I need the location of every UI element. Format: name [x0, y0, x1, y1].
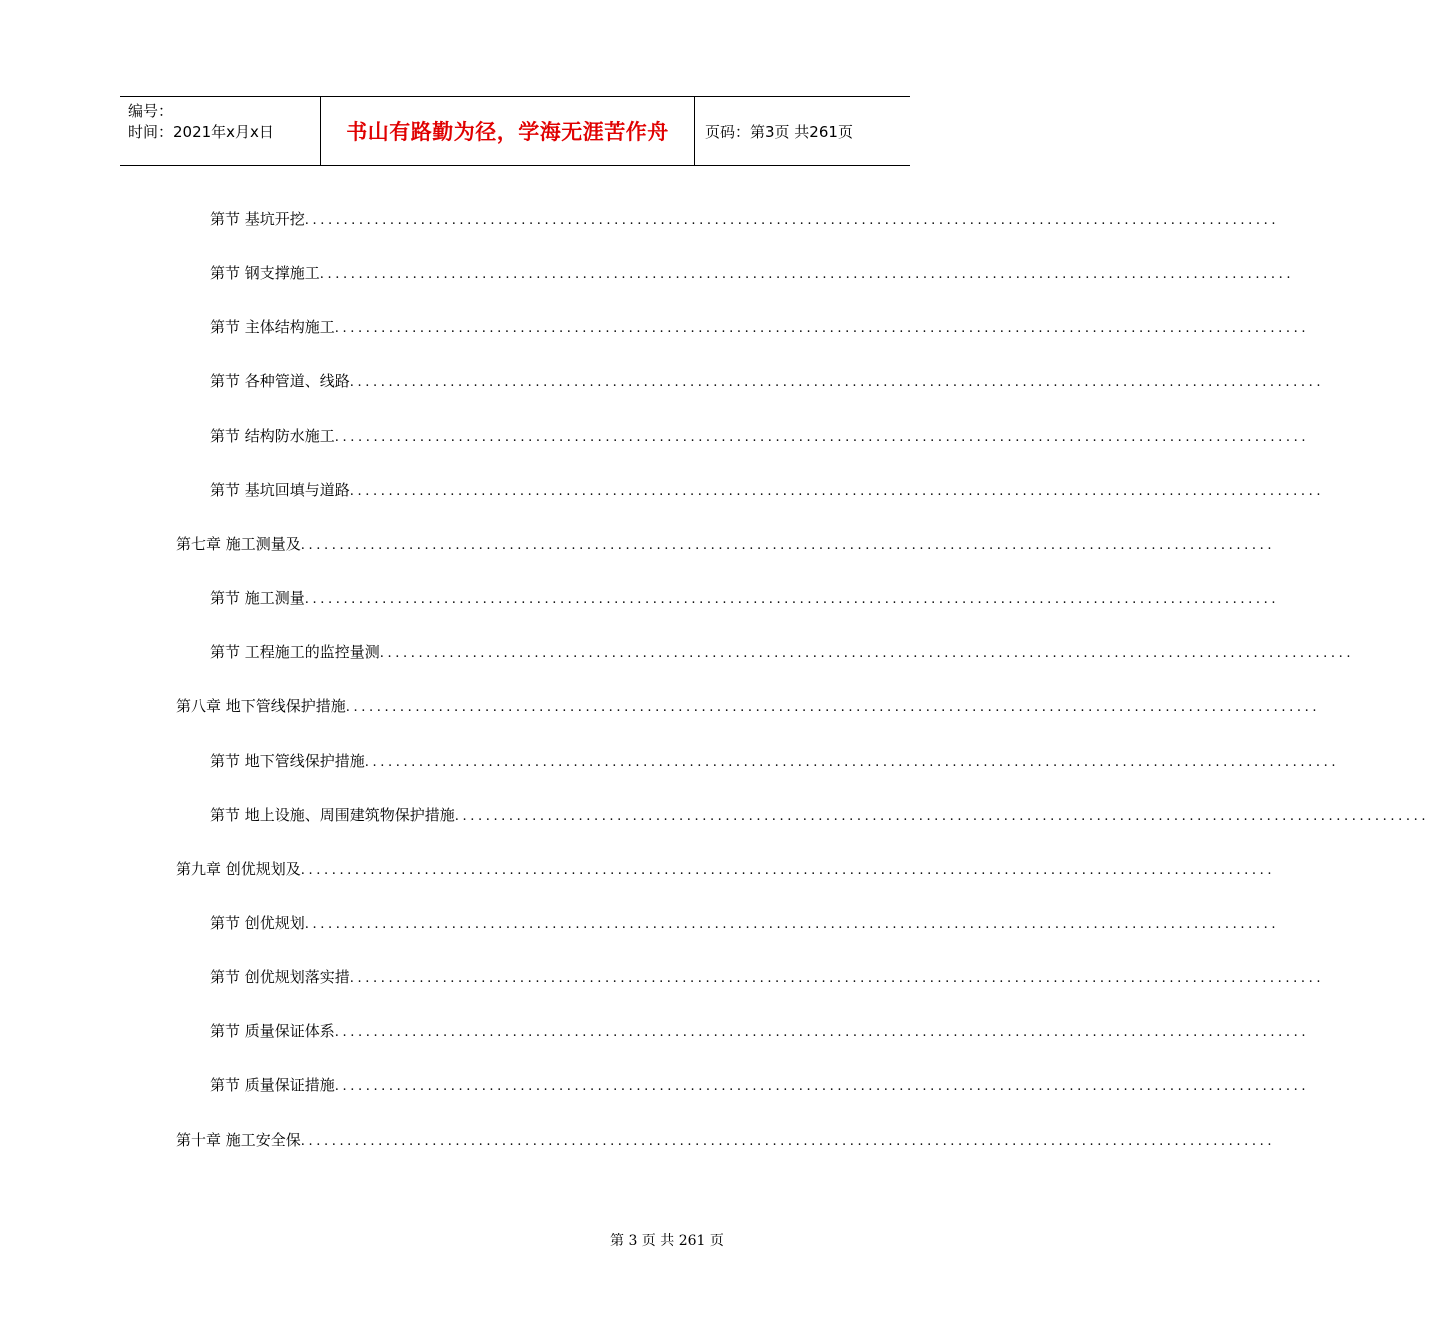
toc-section-entry[interactable] [210, 1073, 1310, 1095]
toc-dot-leader: .............................................................................................................................. [304, 592, 1280, 607]
toc-dot-leader: .............................................................................................................................. [379, 646, 1355, 661]
toc-dot-leader: .............................................................................................................................. [304, 213, 1280, 228]
toc-entry-label: 第节 基坑开挖 [210, 210, 305, 228]
header-motto: 书山有路勤为径，学海无涯苦作舟 [321, 97, 695, 165]
toc-chapter-entry[interactable] [176, 532, 1276, 554]
toc-chapter-entry[interactable] [176, 694, 1321, 716]
toc-entry-label: 第七章 施工测量及 [176, 535, 301, 553]
toc-section-entry[interactable] [210, 261, 1295, 283]
toc-chapter-entry[interactable] [176, 1128, 1276, 1150]
toc-dot-leader: .............................................................................................................................. [345, 700, 1321, 715]
toc-dot-leader: .............................................................................................................................. [300, 1134, 1276, 1149]
toc-entry-label: 第节 创优规划 [210, 914, 305, 932]
toc-dot-leader: .............................................................................................................................. [319, 267, 1295, 282]
toc-entry-label: 第节 质量保证措施 [210, 1076, 335, 1094]
toc-section-entry[interactable] [210, 478, 1325, 500]
toc-section-entry[interactable] [210, 1019, 1310, 1041]
document-number: 编号： [128, 102, 174, 120]
toc-dot-leader: .............................................................................................................................. [300, 538, 1276, 553]
toc-dot-leader: .............................................................................................................................. [300, 863, 1276, 878]
toc-dot-leader: .............................................................................................................................. [334, 321, 1310, 336]
toc-entry-label: 第节 钢支撑施工 [210, 264, 320, 282]
toc-section-entry[interactable] [210, 315, 1310, 337]
toc-entry-label: 第节 地下管线保护措施 [210, 752, 365, 770]
toc-entry-label: 第节 基坑回填与道路 [210, 481, 350, 499]
toc-dot-leader: .............................................................................................................................. [454, 809, 1429, 824]
toc-entry-label: 第节 主体结构施工 [210, 318, 335, 336]
toc-section-entry[interactable] [210, 749, 1340, 771]
toc-section-entry[interactable] [210, 911, 1280, 933]
toc-entry-label: 第十章 施工安全保 [176, 1131, 301, 1149]
toc-dot-leader: .............................................................................................................................. [334, 1025, 1310, 1040]
toc-dot-leader: .............................................................................................................................. [364, 755, 1340, 770]
header-meta [120, 97, 321, 165]
toc-section-entry[interactable] [210, 586, 1280, 608]
toc-entry-label: 第九章 创优规划及 [176, 860, 301, 878]
toc-dot-leader: .............................................................................................................................. [334, 430, 1310, 445]
page-header [120, 96, 910, 166]
toc-section-entry[interactable] [210, 207, 1280, 229]
toc-entry-label: 第节 地上设施、周围建筑物保护措施 [210, 806, 455, 824]
toc-entry-label: 第节 各种管道、线路 [210, 372, 350, 390]
toc-dot-leader: .............................................................................................................................. [334, 1079, 1310, 1094]
toc-dot-leader: .............................................................................................................................. [349, 375, 1325, 390]
toc-dot-leader: .............................................................................................................................. [349, 971, 1325, 986]
toc-dot-leader: .............................................................................................................................. [349, 484, 1325, 499]
toc-entry-label: 第节 结构防水施工 [210, 427, 335, 445]
toc-dot-leader: .............................................................................................................................. [304, 917, 1280, 932]
document-time: 时间：2021年x月x日 [128, 123, 274, 141]
header-page-info: 页码：第3页 共261页 [705, 122, 853, 141]
toc-section-entry[interactable] [210, 640, 1355, 662]
toc-entry-label: 第节 施工测量 [210, 589, 305, 607]
toc-section-entry[interactable] [210, 369, 1325, 391]
page-footer: 第 3 页 共 261 页 [610, 1233, 724, 1249]
toc-section-entry[interactable] [210, 965, 1325, 987]
toc-entry-label: 第八章 地下管线保护措施 [176, 697, 346, 715]
toc-entry-label: 第节 质量保证体系 [210, 1022, 335, 1040]
toc-chapter-entry[interactable] [176, 857, 1276, 879]
toc-section-entry[interactable] [210, 424, 1310, 446]
toc-entry-label: 第节 创优规划落实措 [210, 968, 350, 986]
toc-entry-label: 第节 工程施工的监控量测 [210, 643, 380, 661]
toc-section-entry[interactable] [210, 803, 1429, 825]
